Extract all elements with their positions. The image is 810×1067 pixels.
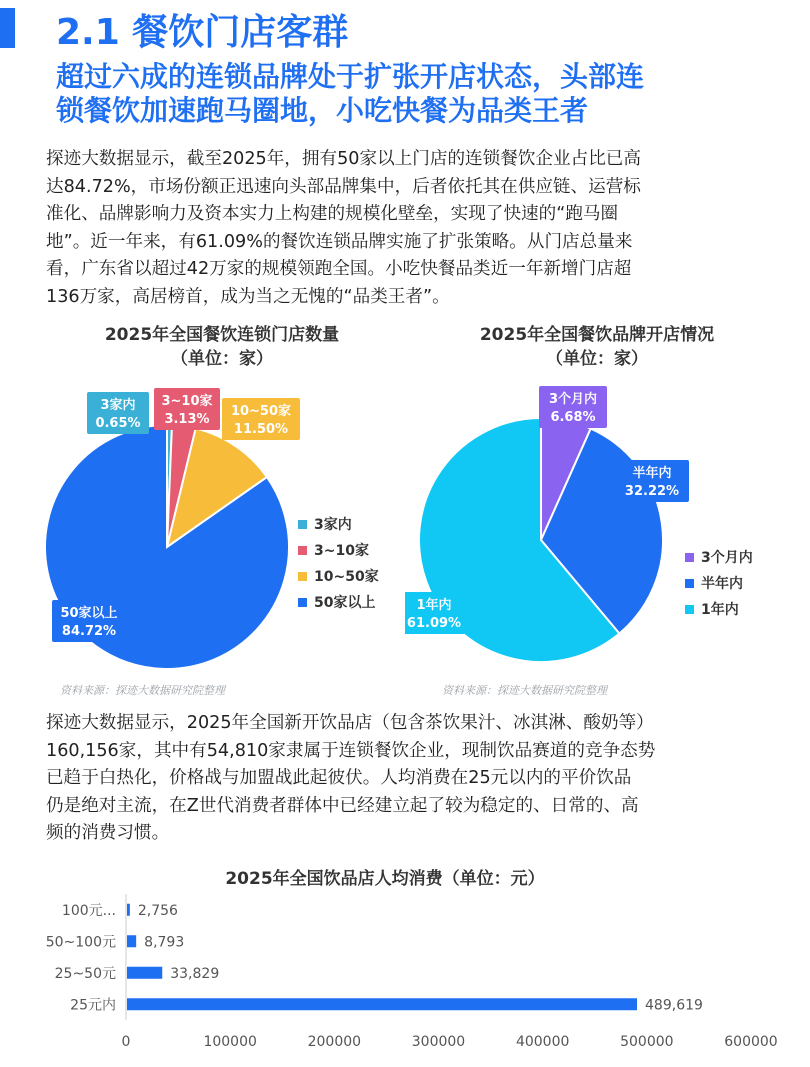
intro-paragraph xyxy=(46,146,796,312)
category-label: 50~100元 xyxy=(45,934,116,951)
source-note: 资料来源：探迹大数据研究院整理 xyxy=(60,684,225,697)
slice-value-label: 11.50% xyxy=(233,422,289,437)
slice-label: 3家内 xyxy=(100,398,136,413)
slice-value-label: 0.65% xyxy=(95,416,141,431)
legend-label: 3家内 xyxy=(314,517,352,533)
legend-label: 10~50家 xyxy=(314,569,379,585)
slice-label: 50家以上 xyxy=(60,606,118,621)
legend-swatch xyxy=(685,579,694,588)
section-title: 2.1 餐饮门店客群 xyxy=(56,12,349,53)
x-tick-label: 400000 xyxy=(515,1034,570,1050)
slice-value-label: 61.09% xyxy=(406,616,462,631)
bar xyxy=(127,904,130,916)
subtitle-line: 超过六成的连锁品牌处于扩张开店状态，头部连 xyxy=(56,60,645,93)
bar-value-label: 489,619 xyxy=(645,997,703,1014)
paragraph-line: 仍是绝对主流，在Z世代消费者群体中已经建立起了较为稳定的、日常的、高 xyxy=(46,795,639,816)
legend-label: 3~10家 xyxy=(314,543,369,559)
subtitle-line: 锁餐饮加速跑马圈地，小吃快餐为品类王者 xyxy=(56,94,589,127)
bar xyxy=(127,967,162,979)
category-label: 25~50元 xyxy=(54,965,116,982)
legend-label: 50家以上 xyxy=(314,595,376,611)
legend-label: 半年内 xyxy=(701,576,743,592)
legend-swatch xyxy=(298,572,307,581)
legend-swatch xyxy=(685,605,694,614)
paragraph-line: 136万家，高居榜首，成为当之无愧的“品类王者”。 xyxy=(46,286,450,307)
bar-value-label: 2,756 xyxy=(137,902,178,919)
chart-subtitle: （单位：家） xyxy=(171,349,273,369)
paragraph-line: 探迹大数据显示，2025年全国新开饮品店（包含茶饮果汁、冰淇淋、酸奶等） xyxy=(46,713,654,733)
legend-swatch xyxy=(298,546,307,555)
x-tick-label: 100000 xyxy=(203,1034,257,1050)
slice-label: 3~10家 xyxy=(161,394,213,409)
source-note: 资料来源：探迹大数据研究院整理 xyxy=(442,684,607,697)
bar xyxy=(127,935,136,947)
chart-subtitle: （单位：家） xyxy=(546,349,648,369)
legend-label: 1年内 xyxy=(701,602,739,618)
bar-value-label: 8,793 xyxy=(144,934,185,951)
slice-value-label: 6.68% xyxy=(550,410,596,425)
x-tick-label: 200000 xyxy=(307,1034,362,1050)
pie-chart-store-count xyxy=(0,318,405,698)
chart-title: 2025年全国餐饮品牌开店情况 xyxy=(479,325,715,345)
slice-label: 10~50家 xyxy=(230,404,292,419)
legend-swatch xyxy=(685,553,694,562)
bar-chart-per-capita xyxy=(0,858,810,1067)
category-label: 100元... xyxy=(61,902,116,919)
chart-title: 2025年全国餐饮连锁门店数量 xyxy=(104,325,340,345)
legend-swatch xyxy=(298,598,307,607)
paragraph-line: 看，广东省以超过42万家的规模领跑全国。小吃快餐品类近一年新增门店超 xyxy=(46,259,632,280)
legend-label: 3个月内 xyxy=(701,550,753,566)
section-subtitle xyxy=(56,60,796,128)
x-tick-label: 0 xyxy=(121,1034,131,1050)
bar xyxy=(127,998,637,1010)
slice-value-label: 84.72% xyxy=(61,624,117,639)
legend-swatch xyxy=(298,520,307,529)
paragraph-line: 地”。近一年来，有61.09%的餐饮连锁品牌实施了扩张策略。从门店总量来 xyxy=(46,231,633,252)
pie-chart-store-openings xyxy=(405,318,810,698)
category-label: 25元内 xyxy=(70,997,116,1014)
slice-label: 3个月内 xyxy=(548,392,598,407)
paragraph-line: 达84.72%，市场份额正迅速向头部品牌集中，后者依托其在供应链、运营标 xyxy=(46,176,641,197)
slice-label: 1年内 xyxy=(416,598,452,613)
paragraph-line: 频的消费习惯。 xyxy=(46,823,170,844)
slice-value-label: 32.22% xyxy=(624,484,680,499)
x-tick-label: 600000 xyxy=(724,1034,778,1050)
slice-label: 半年内 xyxy=(632,466,672,481)
x-tick-label: 300000 xyxy=(411,1034,466,1050)
paragraph-line: 探迹大数据显示，截至2025年，拥有50家以上门店的连锁餐饮企业占比已高 xyxy=(46,149,641,169)
beverage-paragraph xyxy=(46,710,796,848)
paragraph-line: 已趋于白热化，价格战与加盟战此起彼伏。人均消费在25元以内的平价饮品 xyxy=(46,768,632,789)
x-tick-label: 500000 xyxy=(620,1034,674,1050)
bar-value-label: 33,829 xyxy=(170,965,220,982)
chart-title: 2025年全国饮品店人均消费（单位：元） xyxy=(225,869,545,889)
paragraph-line: 160,156家，其中有54,810家隶属于连锁餐饮企业，现制饮品赛道的竞争态势 xyxy=(46,740,656,761)
paragraph-line: 准化、品牌影响力及资本实力上构建的规模化壁垒，实现了快速的“跑马圈 xyxy=(46,204,619,225)
slice-value-label: 3.13% xyxy=(164,412,210,427)
section-accent-bar xyxy=(0,8,15,48)
